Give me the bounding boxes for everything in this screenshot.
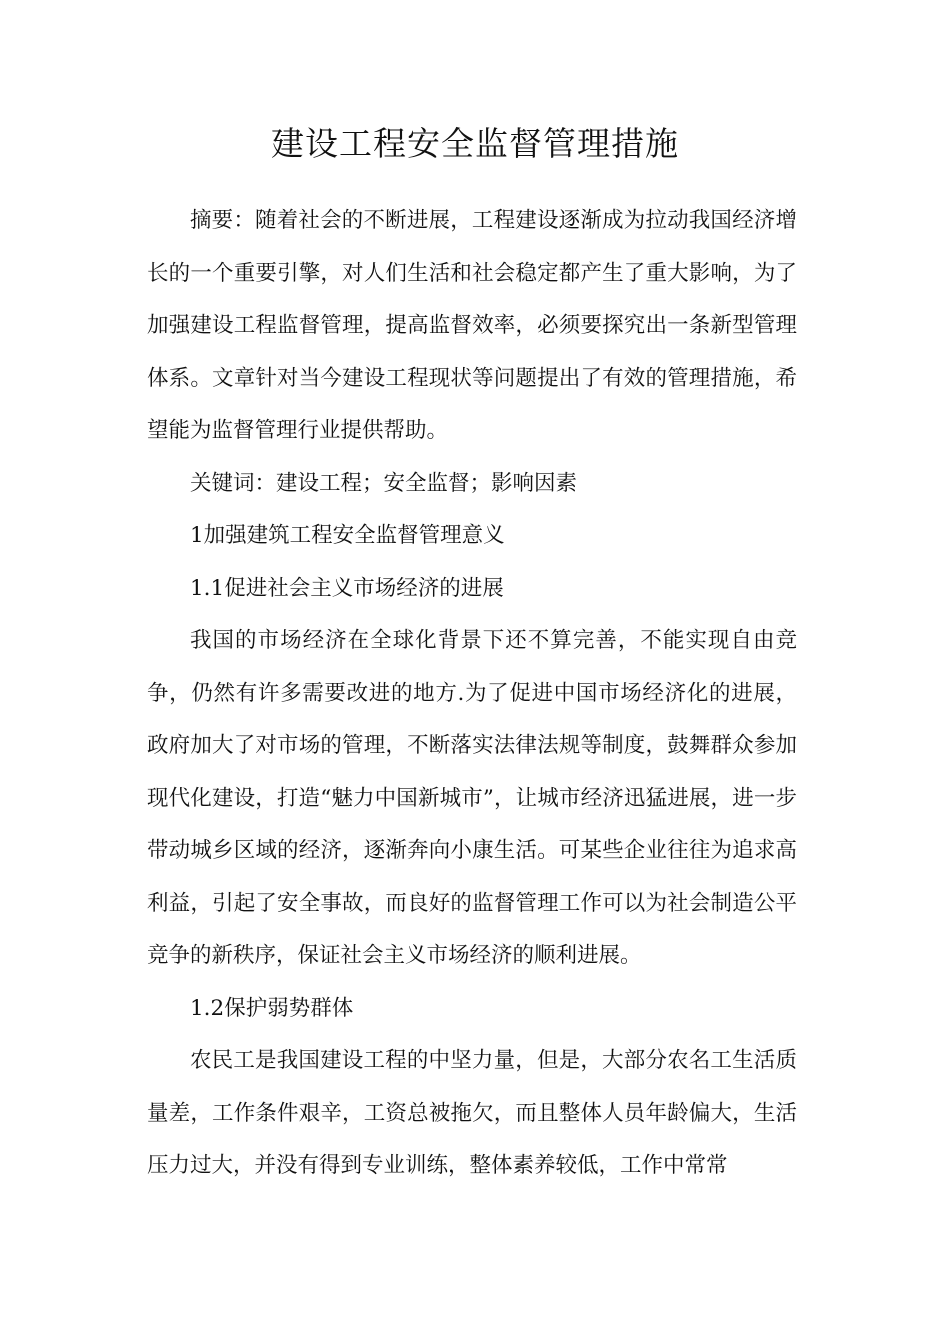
subsection-heading: 1.1促进社会主义市场经济的进展 [190,575,504,601]
body-paragraph: 我国的市场经济在全球化背景下还不算完善，不能实现自由竞争，仍然有许多需要改进的地方.为了促进中国市场经济化的进展，政府加大了对市场的管理，不断落实法律法规等制度，鼓舞群众参加现代化建设，打造“魅力中国新城市”，让城市经济迅猛进展，进一步带动城乡区域的经济，逐渐奔向小康生活。可某些企业往往为追求高利益，引起了安全事故，而良好的监督管理工作可以为社会制造公平竞争的新秩序，保证社会主义市场经济的顺利进展。 [147,628,797,968]
document-title: 建设工程安全监督管理措施 [271,124,679,163]
document-body [147,195,797,1193]
keywords-paragraph: 关键词：建设工程；安全监督；影响因素 [190,470,578,496]
section-heading: 1加强建筑工程安全监督管理意义 [190,523,505,548]
body-paragraph: 农民工是我国建设工程的中坚力量，但是，大部分农名工生活质量差，工作条件艰辛，工资总被拖欠，而且整体人员年龄偏大，生活压力过大，并没有得到专业训练，整体素养较低，工作中常常 [147,1048,797,1178]
subsection-heading: 1.2保护弱势群体 [190,995,354,1021]
abstract-paragraph: 摘要：随着社会的不断进展，工程建设逐渐成为拉动我国经济增长的一个重要引擎，对人们生活和社会稳定都产生了重大影响，为了加强建设工程监督管理，提高监督效率，必须要探究出一条新型管理体系。文章针对当今建设工程现状等问题提出了有效的管理措施，希望能为监督管理行业提供帮助。 [147,208,797,443]
